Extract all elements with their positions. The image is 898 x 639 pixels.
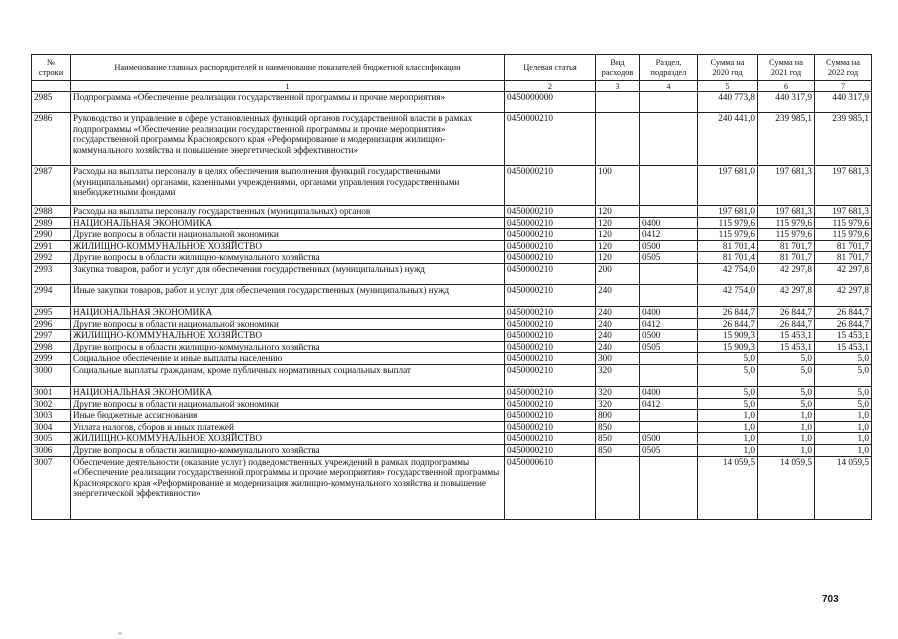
row-name: ЖИЛИЩНО-КОММУНАЛЬНОЕ ХОЗЯЙСТВО [71, 330, 505, 342]
header-name: Наименование главных распорядителей и наименование показателей бюджетной классификации [71, 55, 505, 81]
section-code [640, 206, 698, 218]
amount-2020: 1,0 [698, 410, 758, 422]
row-number: 2987 [32, 166, 71, 206]
amount-2020: 1,0 [698, 421, 758, 433]
section-code: 0412 [640, 229, 698, 241]
amount-2021: 440 317,9 [758, 92, 815, 113]
amount-2022: 1,0 [815, 410, 872, 422]
target-article: 0450000210 [505, 398, 596, 410]
amount-2020: 42 754,0 [698, 284, 758, 306]
table-row [32, 456, 872, 519]
amount-2020: 15 909,3 [698, 330, 758, 342]
section-code: 0412 [640, 318, 698, 330]
amount-2022: 26 844,7 [815, 306, 872, 318]
expense-type: 240 [596, 284, 640, 306]
table-row [32, 252, 872, 264]
amount-2020: 15 909,3 [698, 341, 758, 353]
target-article: 0450000210 [505, 330, 596, 342]
table-row [32, 330, 872, 342]
amount-2022: 1,0 [815, 444, 872, 456]
row-number: 2997 [32, 330, 71, 342]
table-row [32, 398, 872, 410]
expense-type [596, 113, 640, 166]
row-number: 3007 [32, 456, 71, 519]
target-article: 0450000210 [505, 364, 596, 386]
row-name: ЖИЛИЩНО-КОММУНАЛЬНОЕ ХОЗЯЙСТВО [71, 240, 505, 252]
row-name: Расходы на выплаты персоналу в целях обеспечения выполнения функций государственными (муниципальными) органами, казенными учреждениями, органами управления государственными внебюджетными фондами [71, 166, 505, 206]
section-code [640, 92, 698, 113]
expense-type: 850 [596, 444, 640, 456]
row-name: Руководство и управление в сфере установленных функций органов государственной власти в рамках подпрограммы «Обеспечение реализации государственной программы и прочие мероприятия» государственной программы Красноярского края «Реформирование и модернизация жилищно-коммунального хозяйства и повышение энергетической эффективности» [71, 113, 505, 166]
column-number [32, 81, 71, 92]
amount-2020: 240 441,0 [698, 113, 758, 166]
amount-2021: 5,0 [758, 364, 815, 386]
row-name: Закупка товаров, работ и услуг для обеспечения государственных (муниципальных) нужд [71, 263, 505, 284]
amount-2021: 1,0 [758, 421, 815, 433]
table-row [32, 229, 872, 241]
amount-2022: 14 059,5 [815, 456, 872, 519]
row-number: 3003 [32, 410, 71, 422]
expense-type: 320 [596, 398, 640, 410]
expense-type: 320 [596, 386, 640, 398]
row-number: 2994 [32, 284, 71, 306]
amount-2020: 440 773,8 [698, 92, 758, 113]
amount-2021: 81 701,7 [758, 240, 815, 252]
amount-2022: 15 453,1 [815, 341, 872, 353]
row-name: ЖИЛИЩНО-КОММУНАЛЬНОЕ ХОЗЯЙСТВО [71, 433, 505, 445]
section-code [640, 410, 698, 422]
column-number: 6 [758, 81, 815, 92]
column-number: 4 [640, 81, 698, 92]
amount-2022: 239 985,1 [815, 113, 872, 166]
column-number-row [32, 81, 872, 92]
amount-2020: 197 681,0 [698, 166, 758, 206]
amount-2020: 81 701,4 [698, 240, 758, 252]
row-number: 2991 [32, 240, 71, 252]
amount-2021: 5,0 [758, 386, 815, 398]
row-number: 2990 [32, 229, 71, 241]
table-row [32, 263, 872, 284]
amount-2022: 115 979,6 [815, 217, 872, 229]
target-article: 0450000210 [505, 284, 596, 306]
amount-2022: 42 297,8 [815, 284, 872, 306]
table-row [32, 341, 872, 353]
section-code: 0412 [640, 398, 698, 410]
row-name: Обеспечение деятельности (оказание услуг) подведомственных учреждений в рамках подпрограммы «Обеспечение реализации государственной программы и прочие мероприятия» государственной программы Красноярского края «Реформирование и модернизация жилищно-коммунального хозяйства и повышение энергетической эффективности» [71, 456, 505, 519]
section-code: 0505 [640, 444, 698, 456]
expense-type: 120 [596, 217, 640, 229]
target-article: 0450000210 [505, 306, 596, 318]
expense-type: 100 [596, 166, 640, 206]
section-code: 0505 [640, 252, 698, 264]
section-code [640, 284, 698, 306]
amount-2020: 42 754,0 [698, 263, 758, 284]
expense-type: 240 [596, 306, 640, 318]
header-row-number: № строки [32, 55, 71, 81]
table-row [32, 92, 872, 113]
table-row [32, 353, 872, 365]
amount-2022: 197 681,3 [815, 206, 872, 218]
table-row [32, 433, 872, 445]
row-number: 2995 [32, 306, 71, 318]
target-article: 0450000210 [505, 217, 596, 229]
row-number: 2986 [32, 113, 71, 166]
section-code [640, 421, 698, 433]
row-name: Иные бюджетные ассигнования [71, 410, 505, 422]
amount-2022: 1,0 [815, 433, 872, 445]
header-sum-2021: Сумма на 2021 год [758, 55, 815, 81]
section-code [640, 113, 698, 166]
target-article: 0450000210 [505, 113, 596, 166]
target-article: 0450000210 [505, 263, 596, 284]
row-name: НАЦИОНАЛЬНАЯ ЭКОНОМИКА [71, 306, 505, 318]
expense-type [596, 456, 640, 519]
row-name: Уплата налогов, сборов и иных платежей [71, 421, 505, 433]
section-code [640, 263, 698, 284]
table-row [32, 318, 872, 330]
expense-type: 240 [596, 341, 640, 353]
section-code [640, 166, 698, 206]
table-row [32, 421, 872, 433]
amount-2021: 115 979,6 [758, 229, 815, 241]
amount-2020: 115 979,6 [698, 229, 758, 241]
target-article: 0450000210 [505, 444, 596, 456]
amount-2020: 5,0 [698, 386, 758, 398]
target-article: 0450000210 [505, 341, 596, 353]
section-code [640, 353, 698, 365]
table-row [32, 444, 872, 456]
target-article: 0450000210 [505, 410, 596, 422]
table-row [32, 364, 872, 386]
amount-2022: 5,0 [815, 398, 872, 410]
amount-2020: 197 681,0 [698, 206, 758, 218]
row-number: 3004 [32, 421, 71, 433]
amount-2021: 197 681,3 [758, 166, 815, 206]
amount-2022: 26 844,7 [815, 318, 872, 330]
amount-2022: 115 979,6 [815, 229, 872, 241]
amount-2022: 81 701,7 [815, 240, 872, 252]
row-number: 2999 [32, 353, 71, 365]
amount-2020: 5,0 [698, 364, 758, 386]
amount-2020: 14 059,5 [698, 456, 758, 519]
amount-2020: 5,0 [698, 398, 758, 410]
row-number: 3002 [32, 398, 71, 410]
expense-type: 120 [596, 240, 640, 252]
table-row [32, 240, 872, 252]
amount-2021: 26 844,7 [758, 318, 815, 330]
row-number: 2992 [32, 252, 71, 264]
table-row [32, 306, 872, 318]
expense-type: 240 [596, 330, 640, 342]
amount-2020: 81 701,4 [698, 252, 758, 264]
table-row [32, 113, 872, 166]
row-number: 2988 [32, 206, 71, 218]
row-name: Расходы на выплаты персоналу государственных (муниципальных) органов [71, 206, 505, 218]
section-code: 0500 [640, 330, 698, 342]
amount-2022: 15 453,1 [815, 330, 872, 342]
amount-2021: 5,0 [758, 353, 815, 365]
amount-2022: 42 297,8 [815, 263, 872, 284]
amount-2021: 81 701,7 [758, 252, 815, 264]
target-article: 0450000210 [505, 353, 596, 365]
section-code: 0400 [640, 217, 698, 229]
target-article: 0450000210 [505, 252, 596, 264]
budget-table [31, 54, 872, 520]
table-row [32, 284, 872, 306]
amount-2021: 42 297,8 [758, 284, 815, 306]
expense-type: 240 [596, 318, 640, 330]
target-article: 0450000210 [505, 433, 596, 445]
amount-2020: 1,0 [698, 433, 758, 445]
amount-2022: 1,0 [815, 421, 872, 433]
section-code: 0400 [640, 306, 698, 318]
amount-2021: 1,0 [758, 433, 815, 445]
amount-2021: 197 681,3 [758, 206, 815, 218]
row-name: Социальное обеспечение и иные выплаты населению [71, 353, 505, 365]
table-row [32, 206, 872, 218]
row-number: 3005 [32, 433, 71, 445]
amount-2022: 5,0 [815, 386, 872, 398]
amount-2021: 1,0 [758, 410, 815, 422]
header-section: Раздел, подраздел [640, 55, 698, 81]
row-name: Социальные выплаты гражданам, кроме публичных нормативных социальных выплат [71, 364, 505, 386]
row-name: Иные закупки товаров, работ и услуг для обеспечения государственных (муниципальных) нужд [71, 284, 505, 306]
column-number: 1 [71, 81, 505, 92]
target-article: 0450000210 [505, 421, 596, 433]
row-number: 2989 [32, 217, 71, 229]
header-target-article: Целевая статья [505, 55, 596, 81]
row-number: 3000 [32, 364, 71, 386]
amount-2021: 15 453,1 [758, 341, 815, 353]
target-article: 0450000210 [505, 318, 596, 330]
expense-type: 300 [596, 353, 640, 365]
header-expense-type: Вид расходов [596, 55, 640, 81]
column-number: 5 [698, 81, 758, 92]
row-name: Подпрограмма «Обеспечение реализации государственной программы и прочие мероприятия» [71, 92, 505, 113]
expense-type [596, 92, 640, 113]
table-row [32, 386, 872, 398]
amount-2021: 1,0 [758, 444, 815, 456]
column-number: 3 [596, 81, 640, 92]
row-number: 2985 [32, 92, 71, 113]
table-body [32, 92, 872, 520]
section-code: 0505 [640, 341, 698, 353]
row-name: НАЦИОНАЛЬНАЯ ЭКОНОМИКА [71, 217, 505, 229]
row-number: 2993 [32, 263, 71, 284]
amount-2021: 26 844,7 [758, 306, 815, 318]
target-article: 0450000210 [505, 240, 596, 252]
column-number: 2 [505, 81, 596, 92]
row-number: 3006 [32, 444, 71, 456]
section-code: 0400 [640, 386, 698, 398]
target-article: 0450000000 [505, 92, 596, 113]
target-article: 0450000210 [505, 229, 596, 241]
row-name: Другие вопросы в области жилищно-коммунального хозяйства [71, 444, 505, 456]
amount-2021: 42 297,8 [758, 263, 815, 284]
column-number: 7 [815, 81, 872, 92]
table-row [32, 217, 872, 229]
expense-type: 120 [596, 252, 640, 264]
amount-2020: 26 844,7 [698, 306, 758, 318]
expense-type: 850 [596, 421, 640, 433]
section-code [640, 364, 698, 386]
amount-2022: 81 701,7 [815, 252, 872, 264]
header-sum-2020: Сумма на 2020 год [698, 55, 758, 81]
target-article: 0450000610 [505, 456, 596, 519]
amount-2021: 15 453,1 [758, 330, 815, 342]
row-name: Другие вопросы в области национальной экономики [71, 318, 505, 330]
amount-2020: 5,0 [698, 353, 758, 365]
row-number: 2996 [32, 318, 71, 330]
amount-2021: 5,0 [758, 398, 815, 410]
expense-type: 200 [596, 263, 640, 284]
row-number: 3001 [32, 386, 71, 398]
expense-type: 120 [596, 206, 640, 218]
amount-2022: 197 681,3 [815, 166, 872, 206]
row-name: Другие вопросы в области национальной экономики [71, 398, 505, 410]
section-code: 0500 [640, 433, 698, 445]
scan-speck [118, 632, 122, 635]
row-name: Другие вопросы в области жилищно-коммунального хозяйства [71, 341, 505, 353]
amount-2021: 14 059,5 [758, 456, 815, 519]
expense-type: 120 [596, 229, 640, 241]
section-code: 0500 [640, 240, 698, 252]
header-sum-2022: Сумма на 2022 год [815, 55, 872, 81]
amount-2020: 26 844,7 [698, 318, 758, 330]
row-name: Другие вопросы в области национальной экономики [71, 229, 505, 241]
table-row [32, 166, 872, 206]
amount-2020: 1,0 [698, 444, 758, 456]
section-code [640, 456, 698, 519]
page-number: 703 [822, 594, 839, 605]
amount-2020: 115 979,6 [698, 217, 758, 229]
target-article: 0450000210 [505, 166, 596, 206]
expense-type: 320 [596, 364, 640, 386]
amount-2022: 5,0 [815, 353, 872, 365]
row-number: 2998 [32, 341, 71, 353]
target-article: 0450000210 [505, 206, 596, 218]
header-row [32, 55, 872, 81]
table-row [32, 410, 872, 422]
target-article: 0450000210 [505, 386, 596, 398]
amount-2021: 239 985,1 [758, 113, 815, 166]
expense-type: 850 [596, 433, 640, 445]
row-name: Другие вопросы в области жилищно-коммунального хозяйства [71, 252, 505, 264]
amount-2021: 115 979,6 [758, 217, 815, 229]
row-name: НАЦИОНАЛЬНАЯ ЭКОНОМИКА [71, 386, 505, 398]
amount-2022: 5,0 [815, 364, 872, 386]
amount-2022: 440 317,9 [815, 92, 872, 113]
expense-type: 800 [596, 410, 640, 422]
